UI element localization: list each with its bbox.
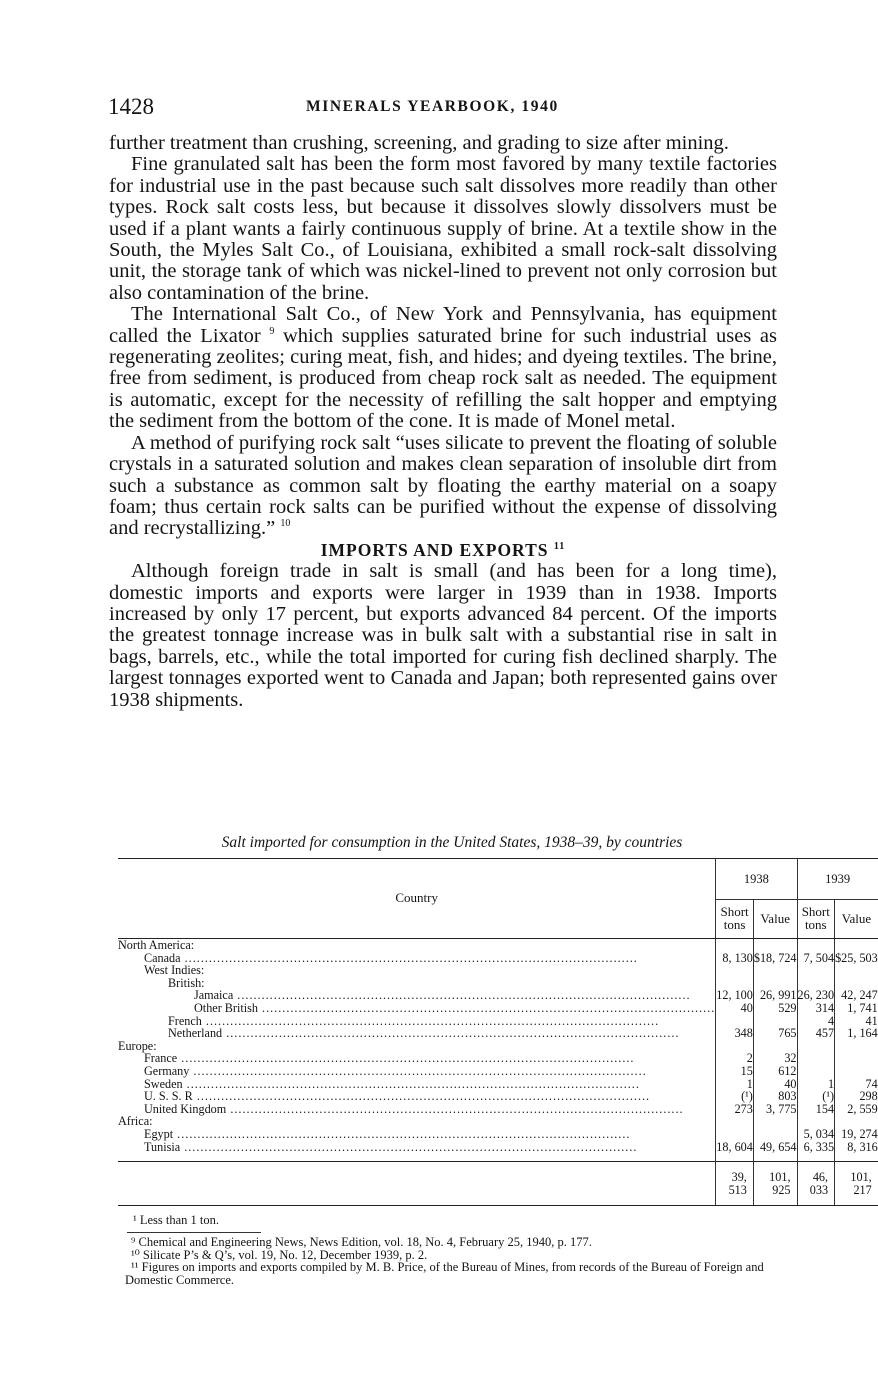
total-value-1939: 101, 217	[835, 1162, 878, 1206]
paragraph-granulated-salt: Fine granulated salt has been the form most favored by many textile factories for industrial use in the past because such salt dissolves more readily than other types. Rock salt costs less, but because it dissolves slowly dissolvers must be used if a plant wants a fairly continuous supply of brine. At a textile show in the South, the Myles Salt Co., of Louisiana, exhibited a small rock-salt dissolving unit, the storage tank of which was nickel-lined to prevent not only corrosion but also contamination of the brine.	[109, 153, 777, 304]
col-header-1939: 1939	[825, 871, 851, 886]
cell: 4	[827, 1013, 835, 1028]
cell: 1	[827, 1076, 835, 1091]
section-heading	[109, 540, 777, 561]
cell: 3, 775	[766, 1101, 797, 1116]
total-short-tons-1938: 39, 513	[716, 1162, 754, 1206]
cell	[716, 1115, 753, 1128]
footnote-ref-9: 9	[269, 325, 275, 337]
cell: 42, 247	[841, 988, 878, 1003]
cell: (¹)	[822, 1089, 835, 1104]
cell: 26, 230	[797, 988, 835, 1003]
region-africa: Africa:	[118, 1114, 153, 1129]
cell	[754, 939, 797, 952]
cell: $18, 724	[753, 950, 797, 965]
total-value-1938: 101, 925	[753, 1162, 797, 1206]
region-north-america: North America:	[118, 938, 195, 952]
paragraph-lixator-part1: The International Salt Co., of New York and Pennsylvania, has equipment called the Lixator	[109, 303, 777, 347]
cell	[716, 964, 753, 977]
cell: 348	[734, 1026, 753, 1041]
paragraph-continued: further treatment than crushing, screening, and grading to size after mining.	[109, 132, 729, 154]
cell	[798, 1065, 835, 1078]
totals-row	[118, 1162, 878, 1206]
footnote-divider	[127, 1232, 261, 1233]
page-header	[108, 94, 778, 124]
footnote-11: ¹¹ Figures on imports and exports compiled by M. B. Price, of the Bureau of Mines, from records of the Bureau of Foreign and Domestic Commerce.	[125, 1260, 764, 1287]
cell: 298	[859, 1089, 878, 1104]
col-header-short-tons-1938: Short tons	[716, 900, 754, 939]
cell: 314	[815, 1000, 835, 1015]
footnote-ref-10: 10	[280, 518, 291, 530]
cell	[716, 939, 753, 952]
table-body-row	[118, 939, 878, 1162]
cell	[754, 964, 797, 977]
cell: 154	[815, 1101, 835, 1116]
cell: 1, 164	[847, 1026, 878, 1041]
cell: 32	[784, 1051, 797, 1066]
paragraph-imports: Although foreign trade in salt is small (and has been for a long time), domestic imports and exports were larger in 1939 than in 1938. Imports increased by only 17 percent, but exports advanced 84 percent. Of the imports the greatest tonnage increase was in bulk salt with a substantial rise in salt in bags, barrels, etc., while the total imported for curing fish declined sharply. The largest tonnages exported went to Canada and Japan; both represented gains over 1938 shipments.	[109, 560, 777, 711]
row-french: French .....	[118, 1015, 715, 1028]
section-heading-text: IMPORTS AND EXPORTS	[320, 539, 549, 560]
column-value-1939	[835, 939, 878, 1162]
page-footnotes	[125, 1236, 790, 1286]
column-short-tons-1938	[716, 939, 754, 1162]
salt-imports-table	[118, 858, 878, 1206]
cell: 8, 130	[722, 950, 753, 965]
subregion-british: British:	[168, 975, 205, 990]
region-west-indies: West Indies:	[144, 963, 205, 978]
cell	[754, 1128, 797, 1141]
cell	[835, 1065, 878, 1078]
paragraph-lixator-part2: which supplies saturated brine for such industrial uses as regenerating zeolites; curing meat, fish, and hides; and dyeing textiles. The brine, free from sediment, is produced from cheap rock salt as needed. The equipment is automatic, except for the necessity of refilling the salt hopper and emptying the sediment from the bottom of the cone. It is made of Monel metal.	[109, 324, 778, 433]
footnote-9: ⁹ Chemical and Engineering News, News Edition, vol. 18, No. 4, February 25, 1940, p. 177.	[131, 1235, 592, 1249]
cell: 74	[865, 1076, 878, 1091]
cell	[716, 1128, 753, 1141]
row-united-kingdom: United Kingdom .....	[118, 1103, 715, 1116]
col-header-value-1939: Value	[835, 900, 878, 939]
row-other-british: Other British .....	[118, 1002, 715, 1015]
col-header-value-1938: Value	[753, 900, 797, 939]
cell: $25, 503	[835, 950, 878, 965]
cell: 18, 604	[716, 1139, 753, 1154]
col-header-1938: 1938	[716, 859, 797, 900]
cell: 40	[740, 1000, 753, 1015]
body-text	[109, 133, 777, 711]
cell: 612	[778, 1063, 797, 1078]
cell: 1, 741	[847, 1000, 878, 1015]
cell: 2, 559	[847, 1101, 878, 1116]
footnote-10: ¹⁰ Silicate P’s & Q’s, vol. 19, No. 12, December 1939, p. 2.	[131, 1247, 428, 1262]
table-footnote: ¹ Less than 1 ton.	[133, 1213, 220, 1227]
cell: 529	[778, 1000, 797, 1015]
cell: 19, 274	[841, 1126, 878, 1141]
cell	[835, 964, 878, 977]
col-header-country: Country	[118, 859, 716, 939]
cell: 7, 504	[803, 950, 835, 965]
page-number: 1428	[108, 94, 154, 119]
cell: 273	[734, 1101, 753, 1116]
row-netherland: Netherland .....	[118, 1027, 715, 1040]
row-germany: Germany .....	[118, 1065, 715, 1078]
row-jamaica: Jamaica .....	[118, 989, 715, 1002]
row-france: France .....	[118, 1052, 715, 1065]
paragraph-purifying	[109, 433, 777, 540]
row-egypt: Egypt .....	[118, 1128, 715, 1141]
cell: 12, 100	[716, 988, 753, 1003]
row-canada: Canada .....	[118, 952, 715, 965]
cell: 15	[740, 1063, 753, 1078]
row-tunisia: Tunisia .....	[118, 1141, 715, 1154]
cell	[798, 1040, 835, 1053]
table-caption: Salt imported for consumption in the United States, 1938–39, by countries	[221, 834, 683, 851]
cell: 6, 335	[803, 1139, 835, 1154]
cell: 8, 316	[847, 1139, 878, 1154]
cell	[835, 939, 878, 952]
cell	[798, 1052, 835, 1065]
country-column	[118, 939, 716, 1162]
cell: 765	[778, 1026, 797, 1041]
cell: 41	[865, 1013, 878, 1028]
totals-label-cell	[118, 1162, 716, 1206]
footnote-ref-11: 11	[553, 540, 566, 552]
cell	[798, 939, 835, 952]
cell: 40	[784, 1076, 797, 1091]
cell: (¹)	[741, 1089, 753, 1104]
paragraph-lixator	[109, 304, 777, 432]
cell: 1	[746, 1076, 753, 1091]
col-header-short-tons-1939: Short tons	[797, 900, 835, 939]
cell	[835, 1040, 878, 1053]
paragraph-purifying-text: A method of purifying rock salt “uses silicate to prevent the floating of soluble crystals in a saturated solution and makes clean separation of insoluble dirt from such a substance as common salt by floating the earthy material on a soapy foam; thus certain rock salts can be purified without the expense of dissolving and recrystallizing.”	[109, 431, 777, 540]
column-value-1938	[753, 939, 797, 1162]
cell	[754, 1115, 797, 1128]
cell: 5, 034	[803, 1126, 835, 1141]
cell: 49, 654	[759, 1139, 797, 1154]
cell	[835, 1052, 878, 1065]
row-ussr: U. S. S. R .....	[118, 1090, 715, 1103]
cell: 803	[778, 1089, 797, 1104]
cell: 2	[746, 1051, 753, 1066]
region-europe: Europe:	[118, 1038, 157, 1053]
running-title: MINERALS YEARBOOK, 1940	[306, 98, 559, 115]
row-sweden: Sweden .....	[118, 1078, 715, 1091]
total-short-tons-1939: 46, 033	[797, 1162, 835, 1206]
cell: 26, 991	[759, 988, 797, 1003]
column-short-tons-1939	[797, 939, 835, 1162]
cell: 457	[815, 1026, 835, 1041]
cell	[798, 964, 835, 977]
